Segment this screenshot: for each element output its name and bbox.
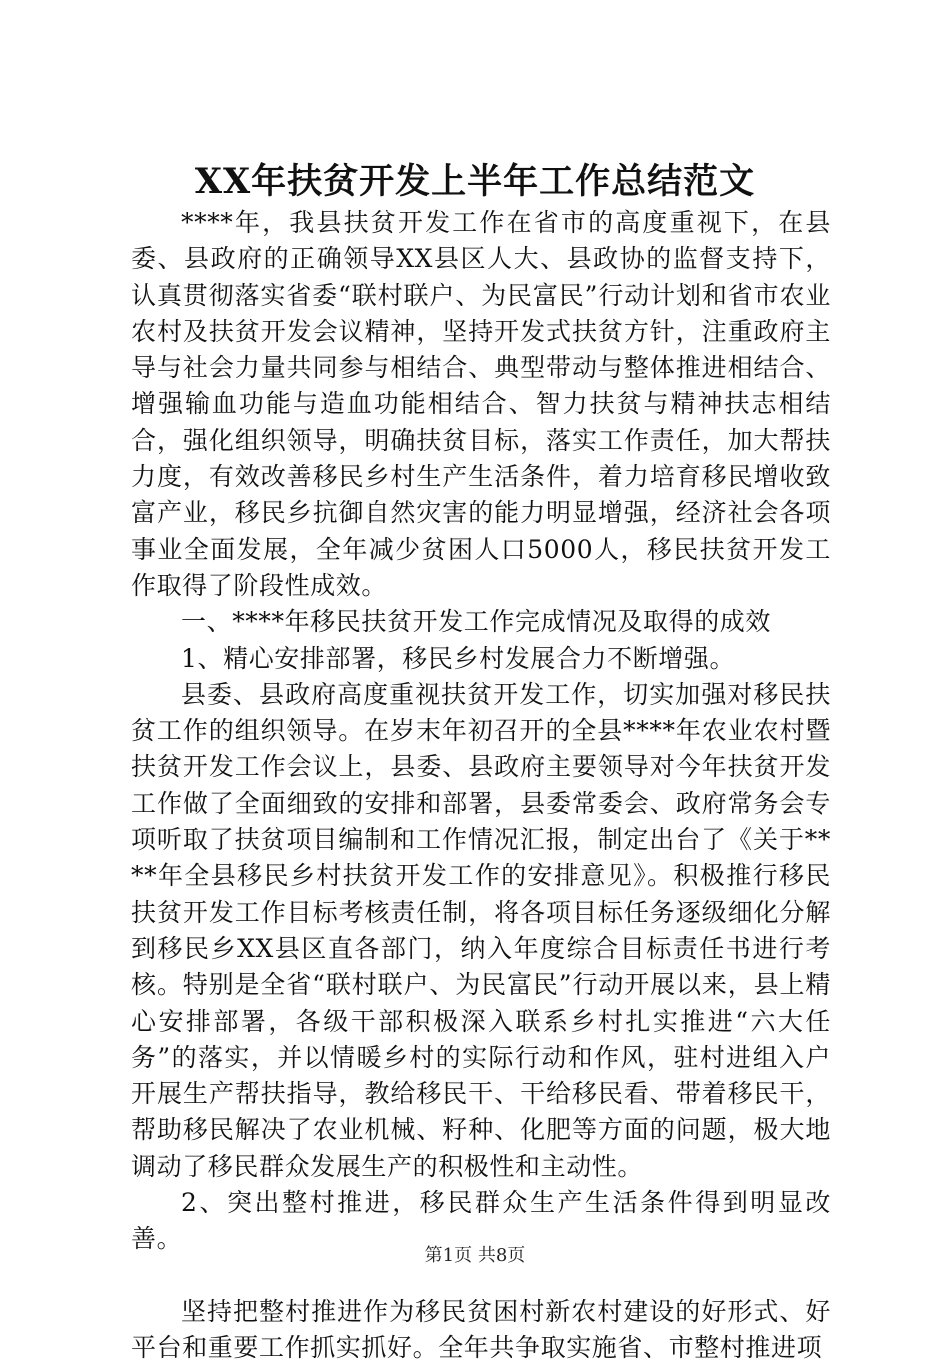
document-body: [131, 205, 831, 1366]
paragraph-intro: ****年，我县扶贫开发工作在省市的高度重视下，在县委、县政府的正确领导XX县区人大、县政协的监督支持下，认真贯彻落实省委“联村联户、为民富民”行动计划和省市农业农村及扶贫开发会议精神，坚持开发式扶贫方针，注重政府主导与社会力量共同参与相结合、典型带动与整体推进相结合、增强输血功能与造血功能相结合、智力扶贫与精神扶志相结合，强化组织领导，明确扶贫目标，落实工作责任，加大帮扶力度，有效改善移民乡村生产生活条件，着力培育移民增收致富产业，移民乡抗御自然灾害的能力明显增强，经济社会各项事业全面发展，全年减少贫困人口5000人，移民扶贫开发工作取得了阶段性成效。: [131, 208, 831, 600]
subheading-2: 2、突出整村推进，移民群众生产生活条件得到明显改善。: [131, 1188, 831, 1254]
document-title: XX年扶贫开发上半年工作总结范文: [194, 161, 756, 202]
subheading-1: 1、精心安排部署，移民乡村发展合力不断增强。: [181, 643, 736, 673]
paragraph-village-advance: 坚持把整村推进作为移民贫困村新农村建设的好形式、好平台和重要工作抓实抓好。全年共争取实施省、市整村推进项: [131, 1296, 831, 1362]
section-heading-1: 一、****年移民扶贫开发工作完成情况及取得的成效: [181, 607, 772, 637]
page-number-footer: 第1页 共8页: [424, 1245, 526, 1266]
paragraph-planning: 县委、县政府高度重视扶贫开发工作，切实加强对移民扶贫工作的组织领导。在岁末年初召开的全县****年农业农村暨扶贫开发工作会议上，县委、县政府主要领导对今年扶贫开发工作做了全面细致的安排和部署，县委常委会、政府常务会专项听取了扶贫项目编制和工作情况汇报，制定出台了《关于****年全县移民乡村扶贫开发工作的安排意见》。积极推行移民扶贫开发工作目标考核责任制，将各项目标任务逐级细化分解到移民乡XX县区直各部门，纳入年度综合目标责任书进行考核。特别是全省“联村联户、为民富民”行动开展以来，县上精心安排部署，各级干部积极深入联系乡村扎实推进“六大任务”的落实，并以情暖乡村的实际行动和作风，驻村进组入户开展生产帮扶指导，教给移民干、干给移民看、带着移民干，帮助移民解决了农业机械、籽种、化肥等方面的问题，极大地调动了移民群众发展生产的积极性和主动性。: [131, 679, 831, 1181]
